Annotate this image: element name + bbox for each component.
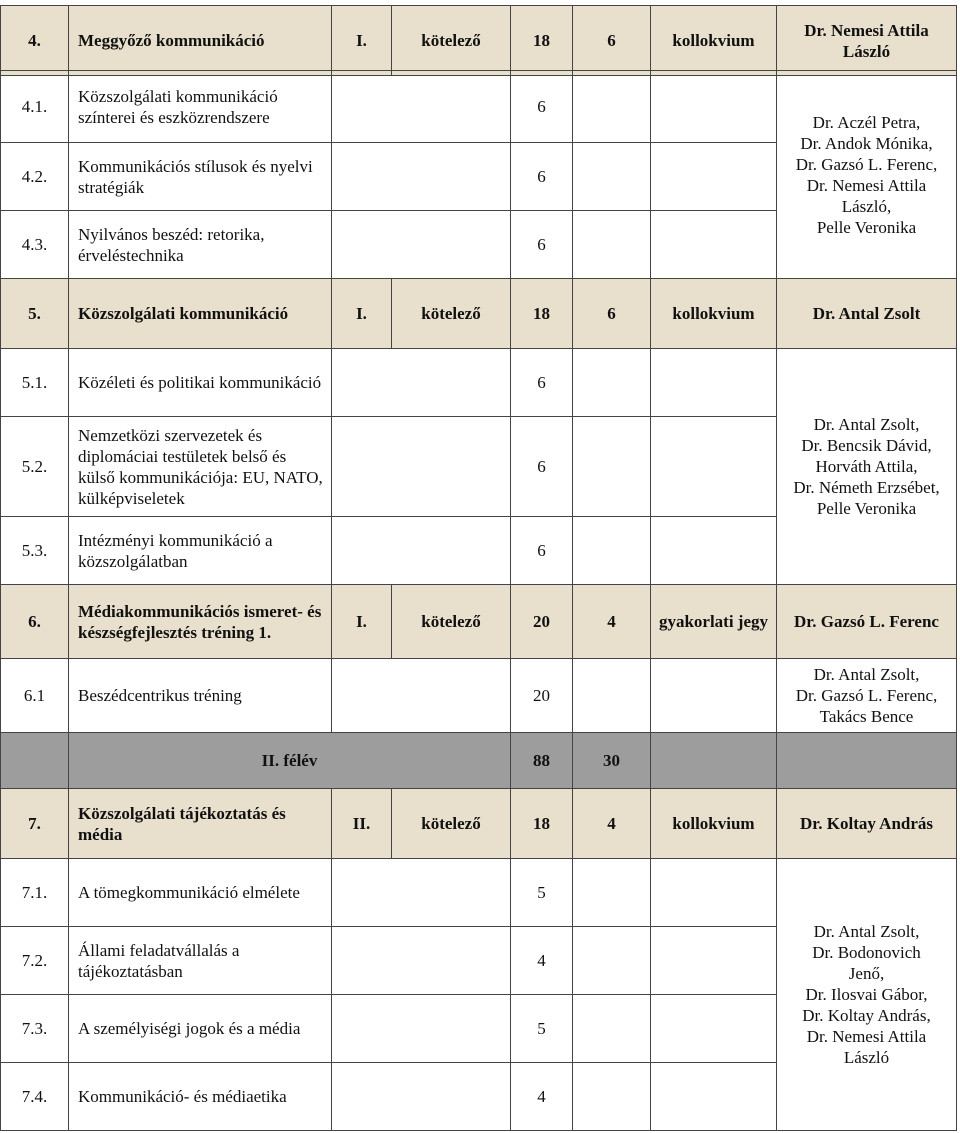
module-exam-text: kollokvium — [672, 304, 755, 323]
subject-code-text: 4.3. — [21, 235, 48, 254]
module-credits-text: 6 — [607, 31, 616, 50]
summary-hours — [510, 732, 573, 789]
subject-exam-empty — [650, 994, 777, 1063]
subject-credits-empty — [572, 416, 651, 517]
subject-exam-empty — [650, 858, 777, 927]
subject-instructor-names-line: Dr. Andok Mónika, — [800, 133, 933, 153]
module-title — [68, 278, 332, 349]
subject-code-text: 6.1 — [23, 686, 46, 705]
module-code — [0, 788, 69, 859]
module-hours — [510, 584, 573, 659]
module-semester-text: I. — [356, 31, 367, 50]
module-code-text: 7. — [28, 814, 41, 833]
module-code-text: 6. — [28, 612, 41, 631]
module-hours-text: 20 — [533, 612, 550, 631]
subject-empty — [331, 926, 511, 995]
module-lecturer — [776, 278, 957, 349]
module-lecturer-names-line: Dr. Koltay András — [799, 814, 934, 833]
subject-empty — [331, 516, 511, 585]
module-lecturer-names-line: Dr. Gazsó L. Ferenc — [794, 612, 939, 631]
module-hours — [510, 788, 573, 859]
module-lecturer-names — [813, 303, 921, 324]
module-status-text: kötelező — [421, 31, 481, 50]
summary-label-text: II. félév — [261, 751, 318, 770]
subject-instructors — [776, 70, 957, 279]
subject-exam-empty — [650, 1062, 777, 1131]
module-semester — [331, 584, 392, 659]
subject-instructors — [776, 858, 957, 1131]
subject-code-text: 5.1. — [21, 373, 48, 392]
subject-empty — [331, 994, 511, 1063]
module-lecturer — [776, 584, 957, 659]
subject-instructor-names-line: Horváth Attila, — [815, 457, 918, 476]
subject-empty — [331, 416, 511, 517]
subject-instructor-names-line: Dr. Nemesi Attila — [806, 1027, 927, 1046]
subject-instructor-names-line: Dr. Németh Erzsébet, — [793, 478, 940, 497]
subject-code — [0, 142, 69, 211]
subject-exam-empty — [650, 70, 777, 143]
module-lecturer-names-line: Dr. Antal Zsolt — [812, 304, 921, 323]
module-exam-text: kollokvium — [672, 31, 755, 50]
subject-hours-text: 4 — [537, 1087, 546, 1106]
module-lecturer-names — [800, 813, 933, 834]
subject-instructors — [776, 348, 957, 585]
subject-title — [68, 142, 332, 211]
module-credits — [572, 5, 651, 76]
module-credits — [572, 584, 651, 659]
module-credits — [572, 788, 651, 859]
module-lecturer-names — [804, 20, 929, 62]
subject-title-text: Nemzetközi szervezetek és diplomáciai testületek belső és külső kommunikációja: EU, NATO, külképviseletek — [78, 425, 323, 508]
module-exam — [650, 278, 777, 349]
subject-code — [0, 70, 69, 143]
module-credits — [572, 278, 651, 349]
subject-code-text: 5.2. — [21, 457, 48, 476]
subject-hours — [510, 858, 573, 927]
subject-hours-text: 20 — [533, 686, 550, 705]
subject-hours-text: 5 — [537, 1019, 546, 1038]
summary-empty — [650, 732, 777, 789]
subject-instructor-names — [802, 921, 930, 1068]
subject-hours-text: 6 — [537, 167, 546, 186]
subject-title-text: Nyilvános beszéd: retorika, érveléstechnika — [78, 224, 265, 265]
subject-hours — [510, 210, 573, 279]
subject-exam-empty — [650, 142, 777, 211]
module-status — [391, 278, 511, 349]
subject-instructor-names-line: Pelle Veronika — [816, 499, 917, 518]
subject-exam-empty — [650, 348, 777, 417]
subject-empty — [331, 142, 511, 211]
subject-code — [0, 658, 69, 733]
subject-title-text: Közéleti és politikai kommunikáció — [78, 373, 322, 392]
subject-hours — [510, 70, 573, 143]
module-exam — [650, 788, 777, 859]
subject-code-text: 4.2. — [21, 167, 48, 186]
subject-hours — [510, 1062, 573, 1131]
module-hours-text: 18 — [533, 304, 550, 323]
subject-hours-text: 4 — [537, 951, 546, 970]
subject-hours-text: 6 — [537, 541, 546, 560]
subject-code-text: 4.1. — [21, 97, 48, 116]
subject-code-text: 7.2. — [21, 951, 48, 970]
subject-hours-text: 6 — [537, 97, 546, 116]
subject-instructors — [776, 658, 957, 733]
subject-code — [0, 516, 69, 585]
module-lecturer-names-line: Dr. Nemesi Attila — [804, 20, 929, 40]
module-code-text: 5. — [28, 304, 41, 323]
subject-instructor-names-line: Dr. Ilosvai Gábor, — [805, 985, 928, 1004]
module-title-text: Médiakommunikációs ismeret- és készségfejlesztés tréning 1. — [78, 601, 322, 642]
summary-hours-text: 88 — [533, 751, 550, 770]
subject-credits-empty — [572, 658, 651, 733]
subject-code — [0, 1062, 69, 1131]
module-exam-text: gyakorlati jegy — [658, 612, 769, 631]
subject-instructor-names — [793, 414, 939, 519]
subject-empty — [331, 1062, 511, 1131]
subject-code — [0, 926, 69, 995]
subject-credits-empty — [572, 858, 651, 927]
subject-title — [68, 658, 332, 733]
subject-title-text: Közszolgálati kommunikáció színterei és eszközrendszere — [78, 86, 278, 127]
module-exam-text: kollokvium — [672, 814, 755, 833]
module-status — [391, 584, 511, 659]
subject-empty — [331, 658, 511, 733]
subject-credits-empty — [572, 210, 651, 279]
module-status-text: kötelező — [421, 304, 481, 323]
module-exam — [650, 5, 777, 76]
module-lecturer-names — [794, 611, 939, 632]
module-semester-text: I. — [356, 304, 367, 323]
module-status — [391, 788, 511, 859]
module-lecturer-names-line: László — [842, 41, 891, 61]
subject-empty — [331, 210, 511, 279]
subject-title-text: A tömegkommunikáció elmélete — [78, 883, 300, 902]
module-code — [0, 5, 69, 76]
subject-instructor-names-line: Dr. Aczél Petra, — [812, 112, 921, 132]
module-title — [68, 788, 332, 859]
module-lecturer — [776, 5, 957, 76]
subject-credits-empty — [572, 926, 651, 995]
subject-code — [0, 348, 69, 417]
subject-code-text: 5.3. — [21, 541, 48, 560]
module-semester — [331, 788, 392, 859]
subject-code — [0, 858, 69, 927]
subject-hours — [510, 994, 573, 1063]
module-title-text: Meggyőző kommunikáció — [78, 31, 265, 50]
subject-hours — [510, 416, 573, 517]
subject-code-text: 7.3. — [21, 1019, 48, 1038]
module-title-text: Közszolgálati tájékoztatás és média — [78, 803, 286, 844]
subject-title — [68, 516, 332, 585]
subject-title — [68, 926, 332, 995]
module-hours — [510, 5, 573, 76]
module-status-text: kötelező — [421, 814, 481, 833]
module-hours — [510, 278, 573, 349]
summary-empty — [0, 732, 69, 789]
subject-code — [0, 416, 69, 517]
module-title-text: Közszolgálati kommunikáció — [78, 304, 289, 323]
module-code — [0, 278, 69, 349]
subject-title — [68, 1062, 332, 1131]
summary-credits — [572, 732, 651, 789]
module-code-text: 4. — [28, 31, 41, 50]
module-title — [68, 584, 332, 659]
module-semester — [331, 5, 392, 76]
subject-credits-empty — [572, 516, 651, 585]
subject-instructor-names-line: Dr. Nemesi Attila — [806, 175, 927, 195]
subject-instructor-names-line: Jenő, — [848, 964, 885, 983]
subject-instructor-names-line: Dr. Bodonovich — [812, 943, 921, 962]
subject-instructor-names-line: Pelle Veronika — [816, 217, 917, 237]
subject-empty — [331, 70, 511, 143]
module-semester — [331, 278, 392, 349]
module-status — [391, 5, 511, 76]
subject-instructor-names-line: Dr. Antal Zsolt, — [813, 665, 920, 684]
module-semester-text: II. — [352, 814, 371, 833]
subject-instructor-names-line: Takács Bence — [819, 707, 914, 726]
subject-title — [68, 210, 332, 279]
subject-instructor-names-line: Dr. Bencsik Dávid, — [801, 436, 932, 455]
subject-hours — [510, 926, 573, 995]
subject-title — [68, 416, 332, 517]
subject-title-text: Kommunikációs stílusok és nyelvi stratégiák — [78, 156, 313, 197]
subject-hours — [510, 658, 573, 733]
module-status-text: kötelező — [421, 612, 481, 631]
module-hours-text: 18 — [533, 814, 550, 833]
subject-instructor-names-line: László, — [841, 196, 892, 216]
subject-instructor-names — [796, 112, 938, 238]
subject-title-text: Kommunikáció- és médiaetika — [78, 1087, 287, 1106]
subject-hours — [510, 516, 573, 585]
subject-hours-text: 6 — [537, 457, 546, 476]
subject-exam-empty — [650, 516, 777, 585]
module-hours-text: 18 — [533, 31, 550, 50]
subject-credits-empty — [572, 994, 651, 1063]
subject-instructor-names-line: Dr. Gazsó L. Ferenc, — [795, 154, 938, 174]
subject-code — [0, 210, 69, 279]
subject-credits-empty — [572, 142, 651, 211]
summary-credits-text: 30 — [603, 751, 620, 770]
subject-title-text: Beszédcentrikus tréning — [78, 686, 242, 705]
subject-instructor-names — [796, 664, 938, 727]
subject-credits-empty — [572, 70, 651, 143]
subject-instructor-names-line: László — [843, 1048, 890, 1067]
subject-title — [68, 348, 332, 417]
module-semester-text: I. — [356, 612, 367, 631]
subject-hours-text: 6 — [537, 373, 546, 392]
subject-title — [68, 70, 332, 143]
subject-exam-empty — [650, 658, 777, 733]
subject-title — [68, 994, 332, 1063]
subject-title — [68, 858, 332, 927]
module-exam — [650, 584, 777, 659]
module-code — [0, 584, 69, 659]
subject-empty — [331, 858, 511, 927]
subject-hours-text: 5 — [537, 883, 546, 902]
subject-instructor-names-line: Dr. Antal Zsolt, — [813, 922, 920, 941]
module-title — [68, 5, 332, 76]
subject-code — [0, 994, 69, 1063]
subject-hours — [510, 348, 573, 417]
subject-credits-empty — [572, 348, 651, 417]
subject-title-text: Intézményi kommunikáció a közszolgálatban — [78, 530, 273, 571]
module-credits-text: 4 — [607, 612, 616, 631]
module-credits-text: 4 — [607, 814, 616, 833]
summary-label — [68, 732, 511, 789]
subject-title-text: A személyiségi jogok és a média — [78, 1019, 301, 1038]
subject-hours — [510, 142, 573, 211]
module-credits-text: 6 — [607, 304, 616, 323]
module-lecturer — [776, 788, 957, 859]
subject-empty — [331, 348, 511, 417]
summary-empty — [776, 732, 957, 789]
subject-title-text: Állami feladatvállalás a tájékoztatásban — [78, 940, 240, 981]
subject-exam-empty — [650, 210, 777, 279]
subject-instructor-names-line: Dr. Gazsó L. Ferenc, — [795, 686, 938, 705]
subject-credits-empty — [572, 1062, 651, 1131]
subject-exam-empty — [650, 926, 777, 995]
subject-code-text: 7.4. — [21, 1087, 48, 1106]
subject-exam-empty — [650, 416, 777, 517]
subject-instructor-names-line: Dr. Antal Zsolt, — [813, 415, 920, 434]
subject-instructor-names-line: Dr. Koltay András, — [802, 1006, 931, 1025]
subject-hours-text: 6 — [537, 235, 546, 254]
subject-code-text: 7.1. — [21, 883, 48, 902]
